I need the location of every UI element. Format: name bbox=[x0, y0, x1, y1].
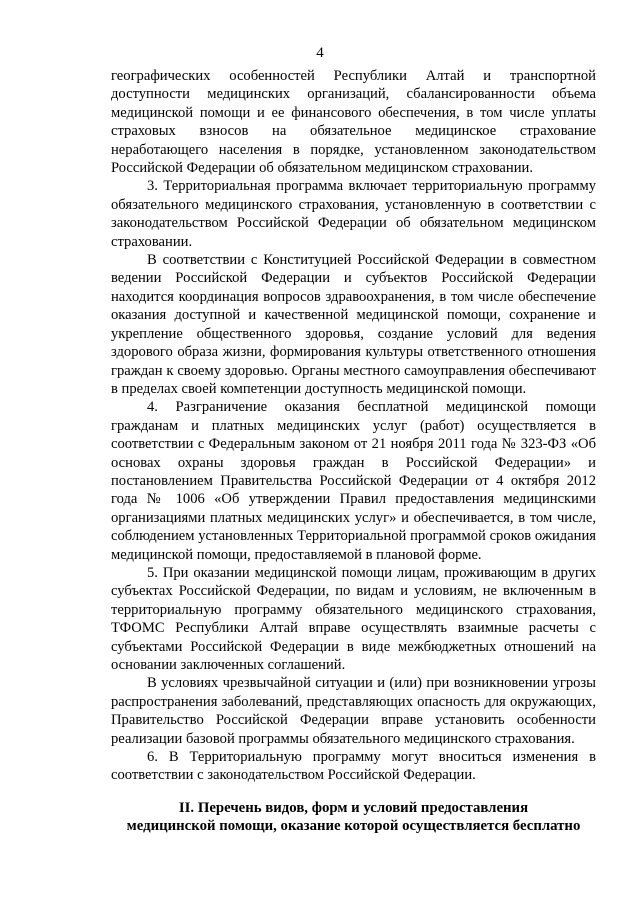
section-title-line-2: медицинской помощи, оказание которой осуществляется бесплатно bbox=[126, 818, 581, 835]
paragraph-item-5: 5. При оказании медицинской помощи лицам, проживающим в других субъектах Российской Федерации, по видам и условиям, не включенным в территориальную программу обязательного медицинского страхования, ТФОМС Республики Алтай вправе осуществлять взаимные расчеты с субъектами Российской Федерации в виде межбюджетных отношений на основании заключенных соглашений. bbox=[111, 564, 596, 673]
section-title bbox=[111, 799, 596, 836]
document-body bbox=[111, 67, 596, 836]
paragraph-item-6: 6. В Территориальную программу могут вноситься изменения в соответствии с законодательством Российской Федерации. bbox=[111, 749, 596, 784]
paragraph-emergency: В условиях чрезвычайной ситуации и (или) при возникновении угрозы распространения заболеваний, представляющих опасность для окружающих, Правительство Российской Федерации вправе установить особенности реализации базовой программы обязательного медицинского страхования. bbox=[111, 675, 596, 747]
paragraph-item-4: 4. Разграничение оказания бесплатной медицинской помощи гражданам и платных медицинских услуг (работ) осуществляется в соответствии с Федеральным законом от 21 ноября 2011 года № 323-ФЗ «Об основах охраны здоровья граждан в Российской Федерации» и постановлением Правительства Российской Федерации от 4 октября 2012 года № 1006 «Об утверждении Правил предоставления медицинскими организациями платных медицинских услуг» и обеспечивается, в том числе, соблюдением установленных Территориальной программой сроков ожидания медицинской помощи, предоставляемой в плановой форме. bbox=[111, 399, 596, 563]
page-number: 4 bbox=[316, 45, 324, 61]
section-title-line-1: II. Перечень видов, форм и условий предоставления bbox=[178, 799, 529, 816]
paragraph-item-3: 3. Территориальная программа включает территориальную программу обязательного медицинского страхования, установленную в соответствии с законодательством Российской Федерации об обязательном медицинском страховании. bbox=[111, 178, 596, 250]
paragraph-continuation: географических особенностей Республики Алтай и транспортной доступности медицинских организаций, сбалансированности объема медицинской помощи и ее финансового обеспечения, в том числе уплаты страховых взносов на обязательное медицинское страхование неработающего населения в порядке, установленном законодательством Российской Федерации об обязательном медицинском страховании. bbox=[111, 68, 596, 177]
paragraph-constitution: В соответствии с Конституцией Российской Федерации в совместном ведении Российской Федерации и субъектов Российской Федерации находится координация вопросов здравоохранения, в том числе обеспечение оказания доступной и качественной медицинской помощи, сохранение и укрепление общественного здоровья, создание условий для ведения здорового образа жизни, формирования культуры ответственного отношения граждан к своему здоровью. Органы местного самоуправления обеспечивают в пределах своей компетенции доступность медицинской помощи. bbox=[111, 252, 596, 397]
